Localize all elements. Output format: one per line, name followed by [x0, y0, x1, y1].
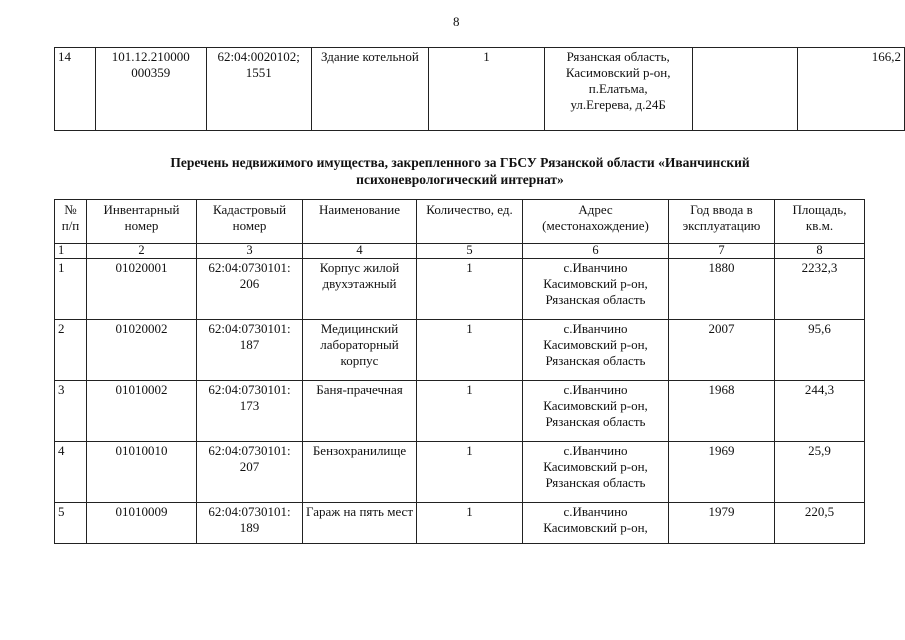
area: 2232,3 [775, 259, 865, 320]
address [523, 503, 669, 544]
address-line: Касимовский р-он, [543, 459, 648, 474]
address-line: Рязанская область [545, 292, 646, 307]
row-number: 5 [55, 503, 87, 544]
property-name: Гараж на пять мест [303, 503, 417, 544]
inventory-number: 01010009 [87, 503, 197, 544]
commission-year: 1979 [669, 503, 775, 544]
address-line: Касимовский р-он, [543, 398, 648, 413]
row-number: 3 [55, 381, 87, 442]
quantity: 1 [417, 442, 523, 503]
property-name: Бензохранилище [303, 442, 417, 503]
area: 244,3 [775, 381, 865, 442]
commission-year: 2007 [669, 320, 775, 381]
cadastral-number: 62:04:0730101: 189 [197, 503, 303, 544]
address-line: Рязанская область [545, 353, 646, 368]
address-line: с.Иванчино [563, 443, 628, 458]
section-heading-line: психоневрологический интернат» [356, 172, 564, 187]
inventory-number: 01010002 [87, 381, 197, 442]
inventory-number: 101.12.210000 000359 [95, 48, 206, 131]
quantity: 1 [417, 503, 523, 544]
commission-year [692, 48, 797, 131]
property-name: Медицинский лабораторный корпус [303, 320, 417, 381]
table-row [55, 320, 865, 381]
area: 220,5 [775, 503, 865, 544]
table-row [55, 381, 865, 442]
table-row [55, 259, 865, 320]
column-number: 6 [523, 244, 669, 259]
column-number: 2 [87, 244, 197, 259]
address-line: Касимовский р-он, [565, 65, 671, 80]
commission-year: 1880 [669, 259, 775, 320]
address-line: Рязанская область [545, 475, 646, 490]
quantity: 1 [417, 259, 523, 320]
table-row [55, 442, 865, 503]
area: 25,9 [775, 442, 865, 503]
quantity: 1 [417, 320, 523, 381]
cadastral-number: 62:04:0730101: 206 [197, 259, 303, 320]
address-line: с.Иванчино [563, 382, 628, 397]
address [523, 381, 669, 442]
quantity: 1 [429, 48, 545, 131]
top-table [54, 47, 905, 131]
property-name: Здание котельной [311, 48, 428, 131]
column-number: 3 [197, 244, 303, 259]
property-name: Баня-прачечная [303, 381, 417, 442]
cadastral-number: 62:04:0730101: 173 [197, 381, 303, 442]
address-line: с.Иванчино [563, 321, 628, 336]
address-line: с.Иванчино [563, 504, 628, 519]
quantity: 1 [417, 381, 523, 442]
property-name: Корпус жилой двухэтажный [303, 259, 417, 320]
column-header: Инвентарный номер [87, 200, 197, 244]
table-row [55, 503, 865, 544]
column-header: Год ввода в эксплуатацию [669, 200, 775, 244]
column-header: Площадь, кв.м. [775, 200, 865, 244]
address-line: Касимовский р-он, [543, 276, 648, 291]
column-number: 5 [417, 244, 523, 259]
table-header-row [55, 200, 865, 244]
page-number: 8 [453, 14, 460, 29]
column-number-row [55, 244, 865, 259]
section-heading-line: Перечень недвижимого имущества, закрепленного за ГБСУ Рязанской области «Иванчинский [170, 155, 750, 170]
commission-year: 1969 [669, 442, 775, 503]
inventory-number: 01010010 [87, 442, 197, 503]
column-header: Количество, ед. [417, 200, 523, 244]
column-number: 7 [669, 244, 775, 259]
cadastral-number: 62:04:0020102; 1551 [206, 48, 311, 131]
inventory-number: 01020001 [87, 259, 197, 320]
column-header: Адрес (местонахождение) [523, 200, 669, 244]
area: 166,2 [797, 48, 904, 131]
commission-year: 1968 [669, 381, 775, 442]
address-line: Рязанская область, [566, 49, 670, 64]
column-number: 4 [303, 244, 417, 259]
address-line: п.Елатьма, [588, 81, 648, 96]
column-header: Кадастровый номер [197, 200, 303, 244]
address-line: Касимовский р-он, [543, 520, 648, 535]
row-number: 14 [55, 48, 96, 131]
address [544, 48, 692, 131]
inventory-number: 01020002 [87, 320, 197, 381]
table-row [55, 48, 905, 131]
property-table [54, 199, 865, 544]
column-header: № п/п [55, 200, 87, 244]
column-header: Наименование [303, 200, 417, 244]
address-line: ул.Егерева, д.24Б [570, 97, 666, 112]
address [523, 259, 669, 320]
address-line: с.Иванчино [563, 260, 628, 275]
address-line: Рязанская область [545, 414, 646, 429]
row-number: 2 [55, 320, 87, 381]
area: 95,6 [775, 320, 865, 381]
column-number: 1 [55, 244, 87, 259]
address-line: Касимовский р-он, [543, 337, 648, 352]
column-number: 8 [775, 244, 865, 259]
section-heading [60, 154, 860, 188]
cadastral-number: 62:04:0730101: 187 [197, 320, 303, 381]
address [523, 320, 669, 381]
cadastral-number: 62:04:0730101: 207 [197, 442, 303, 503]
row-number: 4 [55, 442, 87, 503]
address [523, 442, 669, 503]
row-number: 1 [55, 259, 87, 320]
